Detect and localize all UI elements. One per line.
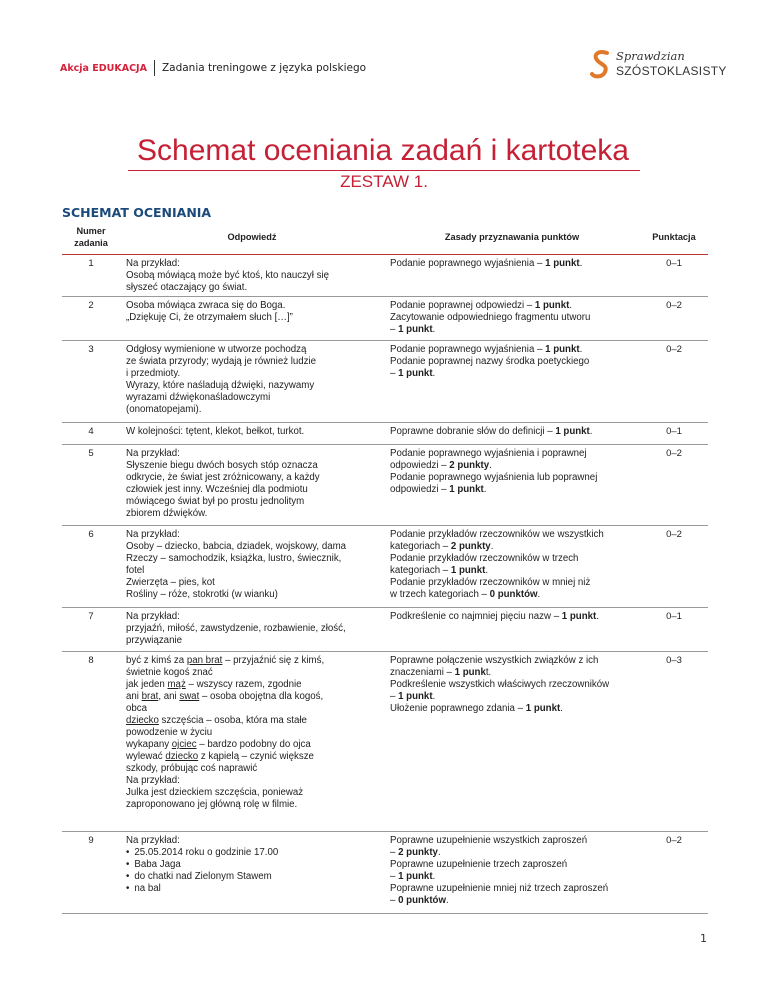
answer-text: świetnie kogoś znać	[126, 667, 213, 678]
rule-points: 1 punkt	[398, 691, 433, 702]
rules-cell	[384, 297, 640, 341]
header-points: Punktacja	[640, 220, 708, 255]
rule-points: 1 punkt	[545, 258, 580, 269]
rule-points: 1 punkt	[450, 565, 486, 576]
rule-text: w trzech kategoriach –	[390, 589, 490, 600]
rule-points: 1 punkt	[398, 368, 433, 379]
rules-cell	[384, 608, 640, 652]
rule-points: 1 punk	[454, 667, 486, 678]
rule-line	[390, 529, 634, 541]
rule-text: .	[446, 895, 449, 906]
rule-text: .	[560, 703, 563, 714]
answer-text: zaproponowano jej główną rolę w filmie.	[126, 799, 298, 810]
rule-line	[390, 312, 634, 324]
answer-line	[126, 751, 378, 763]
answer-text: ani	[126, 691, 142, 702]
rule-text: Podanie poprawnego wyjaśnienia i poprawnej	[390, 448, 587, 459]
rule-text: .	[596, 611, 599, 622]
rule-text: Podanie poprawnego wyjaśnienia lub poprawnej	[390, 472, 598, 483]
rule-points: 0 punktów	[489, 589, 538, 600]
rule-line	[390, 895, 634, 907]
rule-points: 1 punkt	[545, 344, 580, 355]
answer-line: Zwierzęta – pies, kot	[126, 577, 215, 588]
rule-points: 2 punkty	[449, 460, 490, 471]
rule-text: Podanie poprawnej odpowiedzi –	[390, 300, 535, 311]
points-range: 0–2	[640, 341, 708, 423]
rule-line	[390, 553, 634, 565]
rule-text: znaczeniami –	[390, 667, 455, 678]
rule-line	[390, 847, 634, 859]
answer-cell	[120, 652, 384, 832]
rule-text: .	[589, 426, 593, 437]
rule-text: kategoriach –	[390, 541, 451, 552]
rule-line	[390, 258, 634, 270]
bullet-item: • 25.05.2014 roku o godzinie 17.00	[126, 847, 378, 859]
rules-cell	[384, 832, 640, 914]
answer-text: szkody, próbując coś naprawić	[126, 763, 258, 774]
answer-line	[126, 667, 378, 679]
answer-cell	[120, 445, 384, 526]
task-number: 9	[62, 832, 120, 914]
answer-text: z kąpielą – czynić większe	[198, 751, 314, 762]
title-rule	[128, 170, 640, 171]
page-title: Schemat oceniania zadań i kartoteka	[137, 134, 629, 167]
rule-text: .	[432, 368, 436, 379]
answer-line	[126, 799, 378, 811]
rule-text: .	[579, 344, 583, 355]
header-left	[60, 60, 366, 76]
table-header-row	[62, 220, 708, 255]
rule-line	[390, 460, 634, 472]
rule-text: Poprawne uzupełnienie wszystkich zaproszeń	[390, 835, 588, 846]
rule-line	[390, 565, 634, 577]
table-row	[62, 255, 708, 297]
answer-text: wykapany	[126, 739, 172, 750]
rule-text: –	[390, 895, 399, 906]
page-number: 1	[700, 932, 707, 945]
underlined-word: ojciec	[171, 739, 197, 750]
rule-text: Podanie przykładów rzeczowników w mniej niż	[390, 577, 591, 588]
rules-cell	[384, 652, 640, 832]
rules-cell	[384, 445, 640, 526]
rule-text: Podanie poprawnego wyjaśnienia –	[390, 344, 546, 355]
table-row	[62, 423, 708, 445]
answer-line	[126, 715, 378, 727]
answer-line: Na przykład:	[126, 529, 180, 540]
rule-line	[390, 679, 634, 691]
rule-text: –	[390, 368, 399, 379]
answer-line	[126, 679, 378, 691]
rule-line	[390, 300, 634, 312]
page-header	[60, 49, 727, 85]
answer-line: człowiek jest inny. Wcześniej dla podmiotu	[126, 484, 308, 495]
answer-line: Rzeczy – samochodzik, książka, lustro, świecznik,	[126, 553, 342, 564]
table-row	[62, 832, 708, 914]
answer-line: przywiązanie	[126, 635, 182, 646]
answer-cell	[120, 297, 384, 341]
rule-line	[390, 667, 634, 679]
answer-text: szczęścia – osoba, która ma stałe	[158, 715, 307, 726]
answer-line: Na przykład:	[126, 835, 180, 846]
rule-text: Ułożenie poprawnego zdania –	[390, 703, 526, 714]
rule-text: .	[485, 565, 489, 576]
rules-cell	[384, 255, 640, 297]
answer-line: „Dziękuję Ci, że otrzymałem słuch […]”	[126, 312, 293, 323]
rules-cell	[384, 526, 640, 608]
set-label: ZESTAW 1.	[340, 172, 428, 191]
rule-text: .	[490, 541, 494, 552]
rule-text: –	[390, 691, 399, 702]
answer-line: Na przykład:	[126, 448, 180, 459]
rule-line	[390, 577, 634, 589]
points-range: 0–3	[640, 652, 708, 832]
answer-line	[126, 775, 378, 787]
answer-text: – osoba obojętna dla kogoś,	[199, 691, 324, 702]
rule-text: .	[489, 460, 492, 471]
rule-points: 1 punkt	[398, 324, 433, 335]
points-range: 0–2	[640, 526, 708, 608]
answer-line: wyrazami dźwiękonaśladowczymi	[126, 392, 271, 403]
rule-points: 1 punkt	[398, 871, 433, 882]
underlined-word: dziecko	[165, 751, 199, 762]
answer-line: (onomatopejami).	[126, 404, 202, 415]
table-row	[62, 297, 708, 341]
rule-line	[390, 484, 634, 496]
answer-text: – przyjaźnić się z kimś,	[222, 655, 325, 666]
task-number: 5	[62, 445, 120, 526]
answer-line: Na przykład:	[126, 611, 180, 622]
logo-s-icon	[590, 49, 612, 81]
answer-cell	[120, 526, 384, 608]
answer-cell	[120, 423, 384, 445]
rule-text: .	[537, 589, 541, 600]
answer-line: Na przykład:	[126, 258, 180, 269]
bullet-item: • na bal	[126, 883, 378, 895]
answer-line	[126, 703, 378, 715]
answer-line	[126, 691, 378, 703]
rule-line	[390, 344, 634, 356]
rule-points: 1 punkt	[525, 703, 561, 714]
rule-text: Podanie poprawnego wyjaśnienia –	[390, 258, 546, 269]
brand-label: Akcja EDUKACJA	[60, 62, 147, 74]
answer-line	[126, 763, 378, 775]
underlined-word: pan brat	[186, 655, 223, 666]
underlined-word: dziecko	[126, 715, 159, 726]
table-row	[62, 526, 708, 608]
rule-text: Poprawne uzupełnienie mniej niż trzech zaproszeń	[390, 883, 609, 894]
rules-cell	[384, 341, 640, 423]
task-number: 1	[62, 255, 120, 297]
header-subtitle: Zadania treningowe z języka polskiego	[161, 62, 367, 74]
answer-line: mówiącego świat był po prostu jednolitym	[126, 496, 305, 507]
header-divider	[154, 60, 155, 76]
rule-line	[390, 703, 634, 715]
rule-line	[390, 356, 634, 368]
answer-cell	[120, 608, 384, 652]
answer-line: Słyszenie biegu dwóch bosych stóp oznacza	[126, 460, 318, 471]
rule-points: 0 punktów	[398, 895, 446, 906]
underlined-word: mąż	[167, 679, 186, 690]
answer-line: Rośliny – róże, stokrotki (w wianku)	[126, 589, 278, 600]
rule-text: .	[437, 847, 441, 858]
rule-line	[390, 691, 634, 703]
answer-line	[126, 739, 378, 751]
logo-text-top: Sprawdzian	[616, 49, 685, 63]
rule-points: 1 punkt	[449, 484, 484, 495]
task-number: 2	[62, 297, 120, 341]
answer-text: – wszyscy razem, zgodnie	[185, 679, 302, 690]
rule-text: –	[390, 847, 399, 858]
table-row	[62, 341, 708, 423]
answer-line: odkrycie, że świat jest zróżnicowany, a każdy	[126, 472, 320, 483]
answer-text: , ani	[158, 691, 180, 702]
answer-line: przyjaźń, miłość, zawstydzenie, rozbawienie, złość,	[126, 623, 346, 634]
answer-line: i przedmioty.	[126, 368, 181, 379]
header-rules: Zasady przyznawania punktów	[384, 220, 640, 255]
rule-text: .	[569, 300, 573, 311]
rule-text: t.	[485, 667, 492, 678]
answer-line: Osoby – dziecko, babcia, dziadek, wojskowy, dama	[126, 541, 347, 552]
sprawdzian-logo	[590, 49, 727, 83]
rule-text: .	[432, 871, 436, 882]
answer-text: Julka jest dzieckiem szczęścia, ponieważ	[126, 787, 304, 798]
rule-line	[390, 611, 634, 623]
answer-text: powodzenie w życiu	[126, 727, 213, 738]
rule-text: .	[483, 484, 487, 495]
answer-cell	[120, 341, 384, 423]
answer-text: jak jeden	[126, 679, 168, 690]
logo-text-bottom: SZÓSTOKLASISTY	[616, 64, 727, 78]
rule-text: .	[432, 324, 436, 335]
rules-cell	[384, 423, 640, 445]
rule-line	[390, 472, 634, 484]
section-title: SCHEMAT OCENIANIA	[62, 205, 212, 220]
rule-line	[390, 541, 634, 553]
rule-line	[390, 448, 634, 460]
rule-line	[390, 655, 634, 667]
rule-text: –	[390, 324, 399, 335]
answer-line: fotel	[126, 565, 145, 576]
rule-text: Poprawne połączenie wszystkich związków z ich	[390, 655, 599, 666]
rule-text: –	[390, 871, 399, 882]
points-range: 0–2	[640, 297, 708, 341]
answer-line	[126, 655, 378, 667]
rule-text: Zacytowanie odpowiedniego fragmentu utworu	[390, 312, 591, 323]
header-number	[62, 220, 120, 255]
answer-line: ze świata przyrody; wydają je również ludzie	[126, 356, 317, 367]
answer-cell	[120, 255, 384, 297]
rule-points: 2 punkty	[450, 541, 491, 552]
rule-text: odpowiedzi –	[390, 460, 450, 471]
underlined-word: swat	[179, 691, 200, 702]
answer-line: Odgłosy wymienione w utworze pochodzą	[126, 344, 307, 355]
answer-line	[126, 787, 378, 799]
scoring-table	[62, 220, 708, 914]
points-range: 0–2	[640, 832, 708, 914]
rule-text: Podkreślenie wszystkich właściwych rzeczowników	[390, 679, 610, 690]
answer-text: wylewać	[126, 751, 166, 762]
answer-line: Osoba mówiąca zwraca się do Boga.	[126, 300, 286, 311]
rule-points: 2 punkty	[398, 847, 438, 858]
table-row	[62, 652, 708, 832]
answer-text: obca	[126, 703, 148, 714]
answer-line: Wyrazy, które naśladują dźwięki, nazywamy	[126, 380, 315, 391]
answer-text: być z kimś za	[126, 655, 187, 666]
task-number: 4	[62, 423, 120, 445]
rule-text: Poprawne dobranie słów do definicji –	[390, 426, 556, 437]
table-row	[62, 445, 708, 526]
rule-text: Poprawne uzupełnienie trzech zaproszeń	[390, 859, 568, 870]
rule-line	[390, 859, 634, 871]
rule-text: .	[579, 258, 583, 269]
task-number: 8	[62, 652, 120, 832]
points-range: 0–1	[640, 608, 708, 652]
points-range: 0–1	[640, 255, 708, 297]
answer-cell	[120, 832, 384, 914]
rule-line	[390, 324, 634, 336]
rule-text: Podkreślenie co najmniej pięciu nazw –	[390, 611, 562, 622]
rule-line	[390, 368, 634, 380]
bullet-item: • do chatki nad Zielonym Stawem	[126, 871, 378, 883]
rule-text: Podanie poprawnej nazwy środka poetyckiego	[390, 356, 590, 367]
rule-text: odpowiedzi –	[390, 484, 450, 495]
rule-line	[390, 871, 634, 883]
answer-line: Osobą mówiącą może być ktoś, kto nauczył się	[126, 270, 329, 281]
rule-text: Podanie przykładów rzeczowników we wszystkich	[390, 529, 604, 540]
task-number: 3	[62, 341, 120, 423]
header-answer: Odpowiedź	[120, 220, 384, 255]
answer-line: zbiorem dźwięków.	[126, 508, 208, 519]
rule-line	[390, 883, 634, 895]
rule-line	[390, 835, 634, 847]
rule-text: Podanie przykładów rzeczowników w trzech	[390, 553, 579, 564]
rule-text: kategoriach –	[390, 565, 451, 576]
table-row	[62, 608, 708, 652]
answer-text: Na przykład:	[126, 775, 180, 786]
header-number-line1: Numer	[76, 226, 106, 236]
rule-line	[390, 589, 634, 601]
points-range: 0–1	[640, 423, 708, 445]
rule-line	[390, 426, 634, 438]
answer-line	[126, 727, 378, 739]
rule-points: 1 punkt	[561, 611, 597, 622]
rule-text: .	[432, 691, 436, 702]
underlined-word: brat	[141, 691, 159, 702]
task-number: 6	[62, 526, 120, 608]
answer-line: słyszeć otaczający go świat.	[126, 282, 248, 293]
header-number-line2: zadania	[74, 238, 108, 248]
task-number: 7	[62, 608, 120, 652]
points-range: 0–2	[640, 445, 708, 526]
answer-text: – bardzo podobny do ojca	[196, 739, 311, 750]
rule-points: 1 punkt	[555, 426, 590, 437]
answer-line: W kolejności: tętent, klekot, bełkot, turkot.	[126, 426, 305, 437]
rule-points: 1 punkt	[534, 300, 570, 311]
bullet-item: • Baba Jaga	[126, 859, 378, 871]
